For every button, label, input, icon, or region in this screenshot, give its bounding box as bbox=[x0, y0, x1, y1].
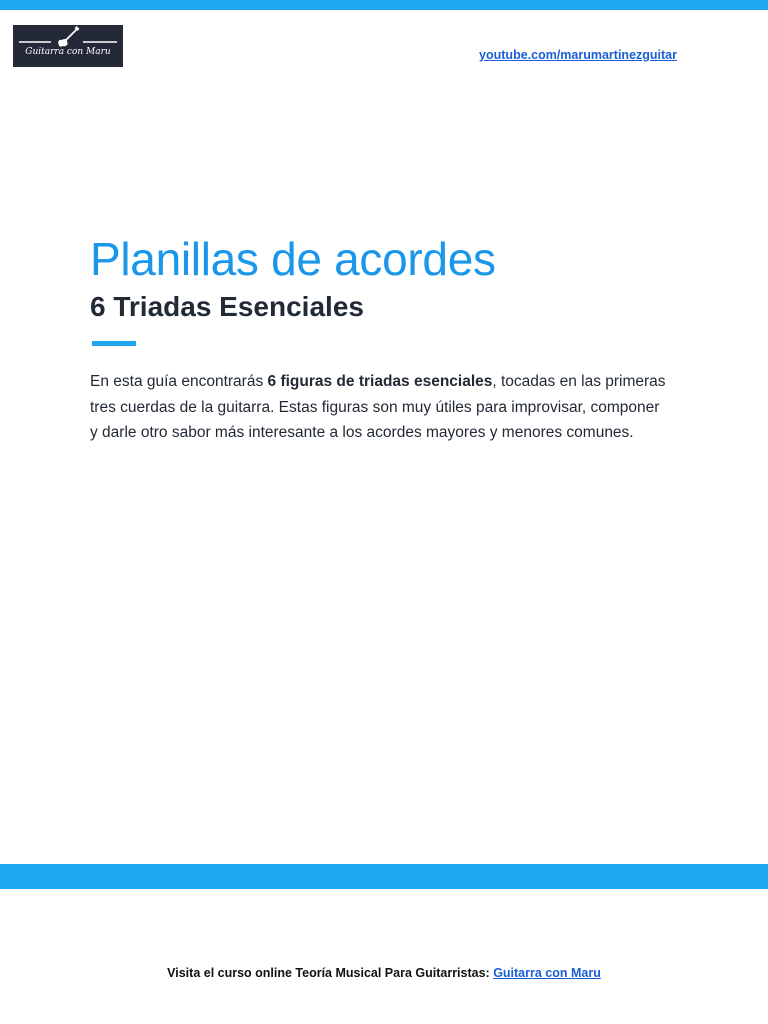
intro-text-start: En esta guía encontrarás bbox=[90, 373, 268, 390]
page-subtitle: 6 Triadas Esenciales bbox=[90, 291, 364, 322]
logo-text: Guitarra con Maru bbox=[25, 47, 111, 57]
bottom-accent-bar bbox=[0, 864, 768, 889]
youtube-link[interactable]: youtube.com/marumartinezguitar bbox=[479, 48, 677, 62]
intro-text-end: , tocadas en las primeras tres cuerdas de la guitarra. Estas figuras son muy útiles para improvisar, componer y darle otro sabor más interesante a los acordes mayores y menores comunes. bbox=[90, 373, 666, 441]
guitarra-con-maru-logo[interactable] bbox=[13, 25, 123, 67]
intro-paragraph bbox=[90, 369, 670, 446]
guitar-icon bbox=[13, 25, 123, 67]
footer bbox=[0, 966, 768, 980]
intro-bold-text: 6 figuras de triadas esenciales bbox=[267, 373, 493, 390]
page-title: Planillas de acordes bbox=[90, 233, 496, 285]
footer-course-link[interactable]: Guitarra con Maru bbox=[493, 966, 601, 980]
title-underline-accent bbox=[92, 341, 136, 346]
top-accent-bar bbox=[0, 0, 768, 10]
footer-text: Visita el curso online Teoría Musical Para Guitarristas: bbox=[167, 966, 494, 980]
